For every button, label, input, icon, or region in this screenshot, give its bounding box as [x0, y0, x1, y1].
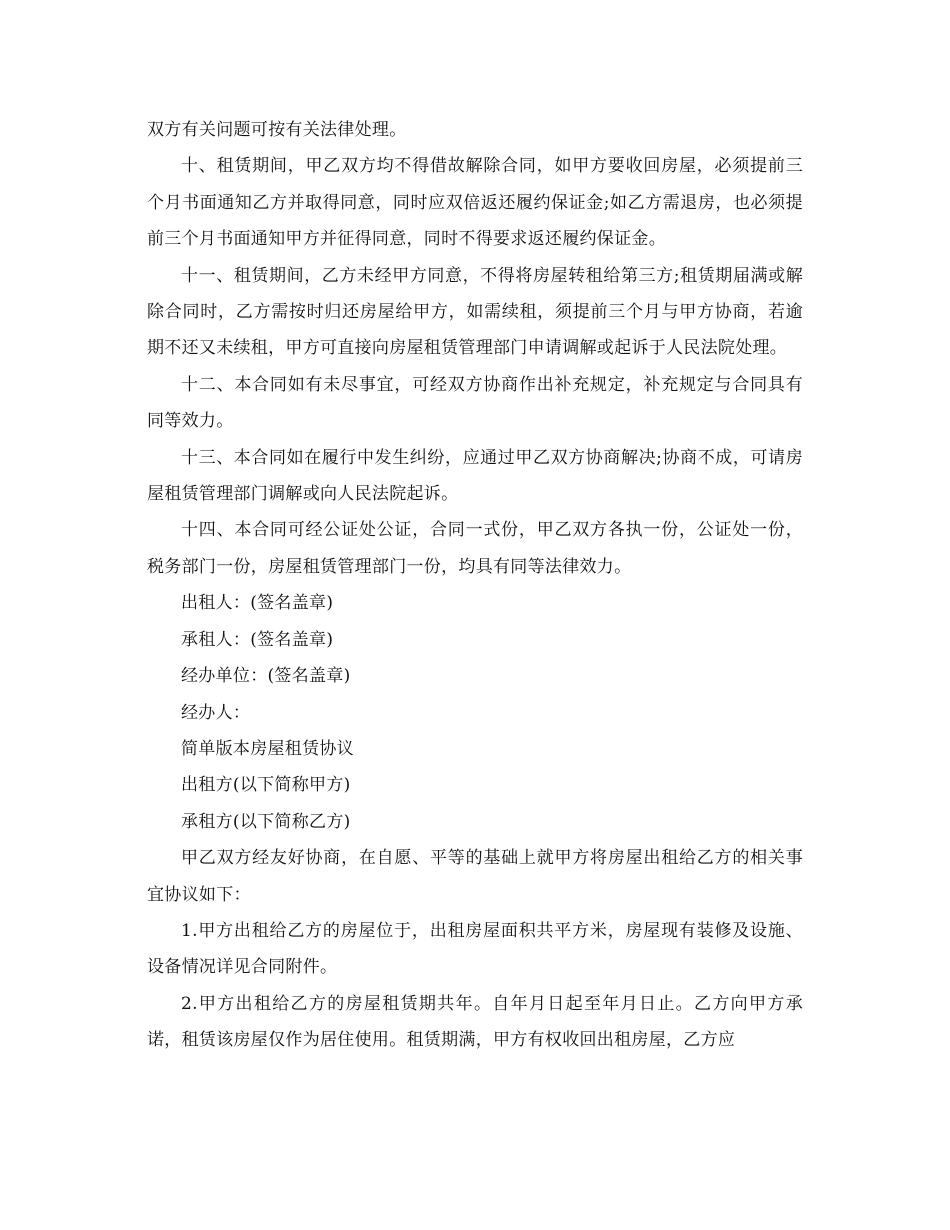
signature-agency: 经办单位：(签名盖章) [181, 666, 351, 687]
paragraph-clause-10: 十、租赁期间，甲乙双方均不得借故解除合同，如甲方要收回房屋，必须提前三个月书面通知乙方并取得同意，同时应双倍返还履约保证金;如乙方需退房，也必须提前三个月书面通知甲方并征得同意，同时不得要求返还履约保证金。 [147, 156, 803, 250]
party-lessee: 承租方(以下简称乙方) [181, 811, 351, 832]
paragraph-clause-14: 十四、本合同可经公证处公证，合同一式份，甲乙双方各执一份，公证处一份，税务部门一份，房屋租赁管理部门一份，均具有同等法律效力。 [147, 520, 803, 577]
paragraph-clause-13: 十三、本合同如在履行中发生纠纷，应通过甲乙双方协商解决;协商不成，可请房屋租赁管理部门调解或向人民法院起诉。 [147, 447, 803, 505]
paragraph-article-2: 2.甲方出租给乙方的房屋租赁期共年。自年月日起至年月日止。乙方向甲方承诺，租赁该房屋仅作为居住使用。租赁期满，甲方有权收回出租房屋，乙方应 [147, 993, 803, 1051]
paragraph-article-1: 1.甲方出租给乙方的房屋位于，出租房屋面积共平方米，房屋现有装修及设施、设备情况详见合同附件。 [147, 920, 803, 978]
signature-lessor: 出租人：(签名盖章) [181, 593, 334, 614]
paragraph-clause-11: 十一、租赁期间，乙方未经甲方同意，不得将房屋转租给第三方;租赁期届满或解除合同时，乙方需按时归还房屋给甲方，如需续租，须提前三个月与甲方协商，若逾期不还又未续租，甲方可直接向房屋租赁管理部门申请调解或起诉于人民法院处理。 [147, 265, 803, 359]
signature-agent: 经办人： [181, 702, 251, 723]
paragraph-clause-12: 十二、本合同如有未尽事宜，可经双方协商作出补充规定，补充规定与合同具有同等效力。 [147, 374, 803, 432]
paragraph-legal-handling: 双方有关问题可按有关法律处理。 [147, 120, 407, 140]
signature-lessee: 承租人：(签名盖章) [181, 629, 334, 650]
agreement-title: 简单版本房屋租赁协议 [181, 738, 354, 759]
paragraph-preamble: 甲乙双方经友好协商，在自愿、平等的基础上就甲方将房屋出租给乙方的相关事宜协议如下： [147, 848, 803, 905]
party-lessor: 出租方(以下简称甲方) [181, 775, 351, 796]
document-body [147, 112, 803, 1059]
